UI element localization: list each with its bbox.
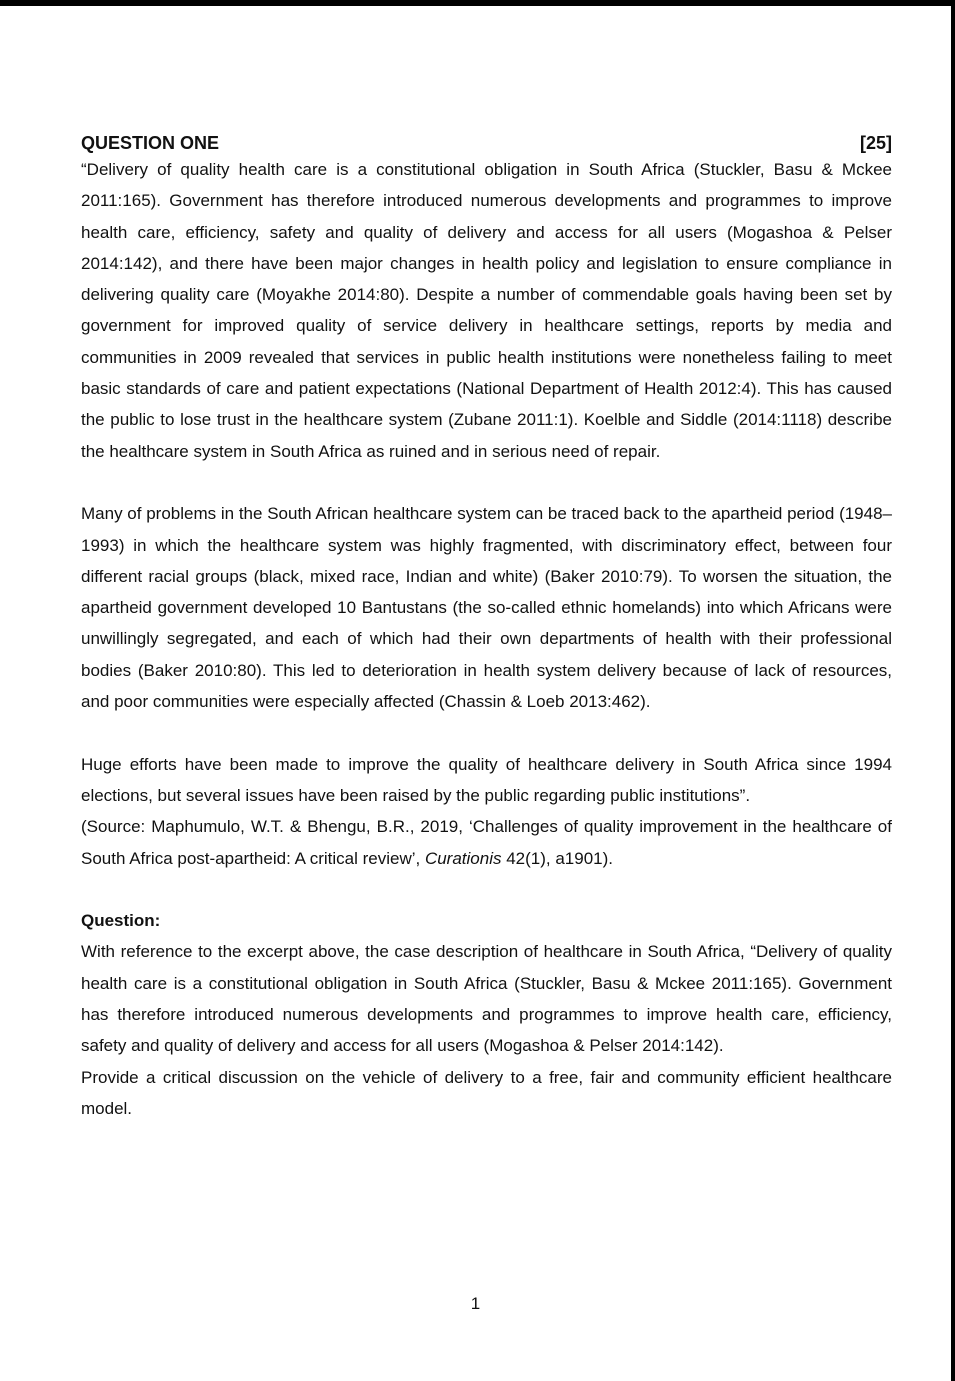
question-paragraph-2: Provide a critical discussion on the vehicle of delivery to a free, fair and community efficient healthcare model. [81, 1067, 892, 1118]
question-marks: [25] [859, 133, 892, 153]
excerpt-paragraph-3: Huge efforts have been made to improve the quality of healthcare delivery in South Africa since 1994 elections, but several issues have been raised by the public regarding public institutions”. [81, 754, 892, 805]
source-journal-title: Curationis [424, 848, 502, 868]
question-label: Question: [81, 911, 161, 931]
excerpt-paragraph-1: “Delivery of quality health care is a constitutional obligation in South Africa (Stuckler, Basu & Mckee 2011:165). Government has therefore introduced numerous developments and programmes to improve health care, efficiency, safety and quality of delivery and access for all users (Mogashoa & Pelser 2014:142), and there have been major changes in health policy and legislation to ensure compliance in delivering quality care (Moyakhe 2014:80). Despite a number of commendable goals having been set by government for improved quality of service delivery in healthcare settings, reports by media and communities in 2009 revealed that services in public health institutions were nonetheless failing to meet basic standards of care and patient expectations (National Department of Health 2012:4). This has caused the public to lose trust in the healthcare system (Zubane 2011:1). Koelble and Siddle (2014:1118) describe the healthcare system in South Africa as ruined and in serious need of repair. [81, 160, 892, 461]
source-citation [81, 811, 892, 874]
paragraph-spacer [81, 717, 892, 748]
excerpt-paragraph-2: Many of problems in the South African healthcare system can be traced back to the apartheid period (1948–1993) in which the healthcare system was highly fragmented, with discriminatory effect, between four different racial groups (black, mixed race, Indian and white) (Baker 2010:79). To worsen the situation, the apartheid government developed 10 Bantustans (the so-called ethnic homelands) into which Africans were unwillingly segregated, and each of which had their own departments of health with their professional bodies (Baker 2010:80). This led to deterioration in health system delivery because of lack of resources, and poor communities were especially affected (Chassin & Loeb 2013:462). [81, 504, 892, 712]
question-paragraph-1: With reference to the excerpt above, the case description of healthcare in South Africa, “Delivery of quality health care is a constitutional obligation in South Africa (Stuckler, Basu & Mckee 2011:165). Government has therefore introduced numerous developments and programmes to improve health care, efficiency, safety and quality of delivery and access for all users (Mogashoa & Pelser 2014:142). [81, 942, 892, 1056]
document-body [81, 132, 892, 1124]
source-citation-suffix: 42(1), a1901). [501, 848, 614, 868]
page-number: 1 [470, 1294, 481, 1313]
source-citation-prefix: (Source: Maphumulo, W.T. & Bhengu, B.R., 2019, ‘Challenges of quality improvement in the healthcare of South Africa post-apartheid: A critical review’, [81, 817, 892, 868]
paragraph-spacer [81, 874, 892, 905]
paragraph-spacer [81, 467, 892, 498]
question-title: QUESTION ONE [81, 133, 220, 153]
document-page [0, 6, 951, 1381]
question-heading [81, 132, 892, 154]
